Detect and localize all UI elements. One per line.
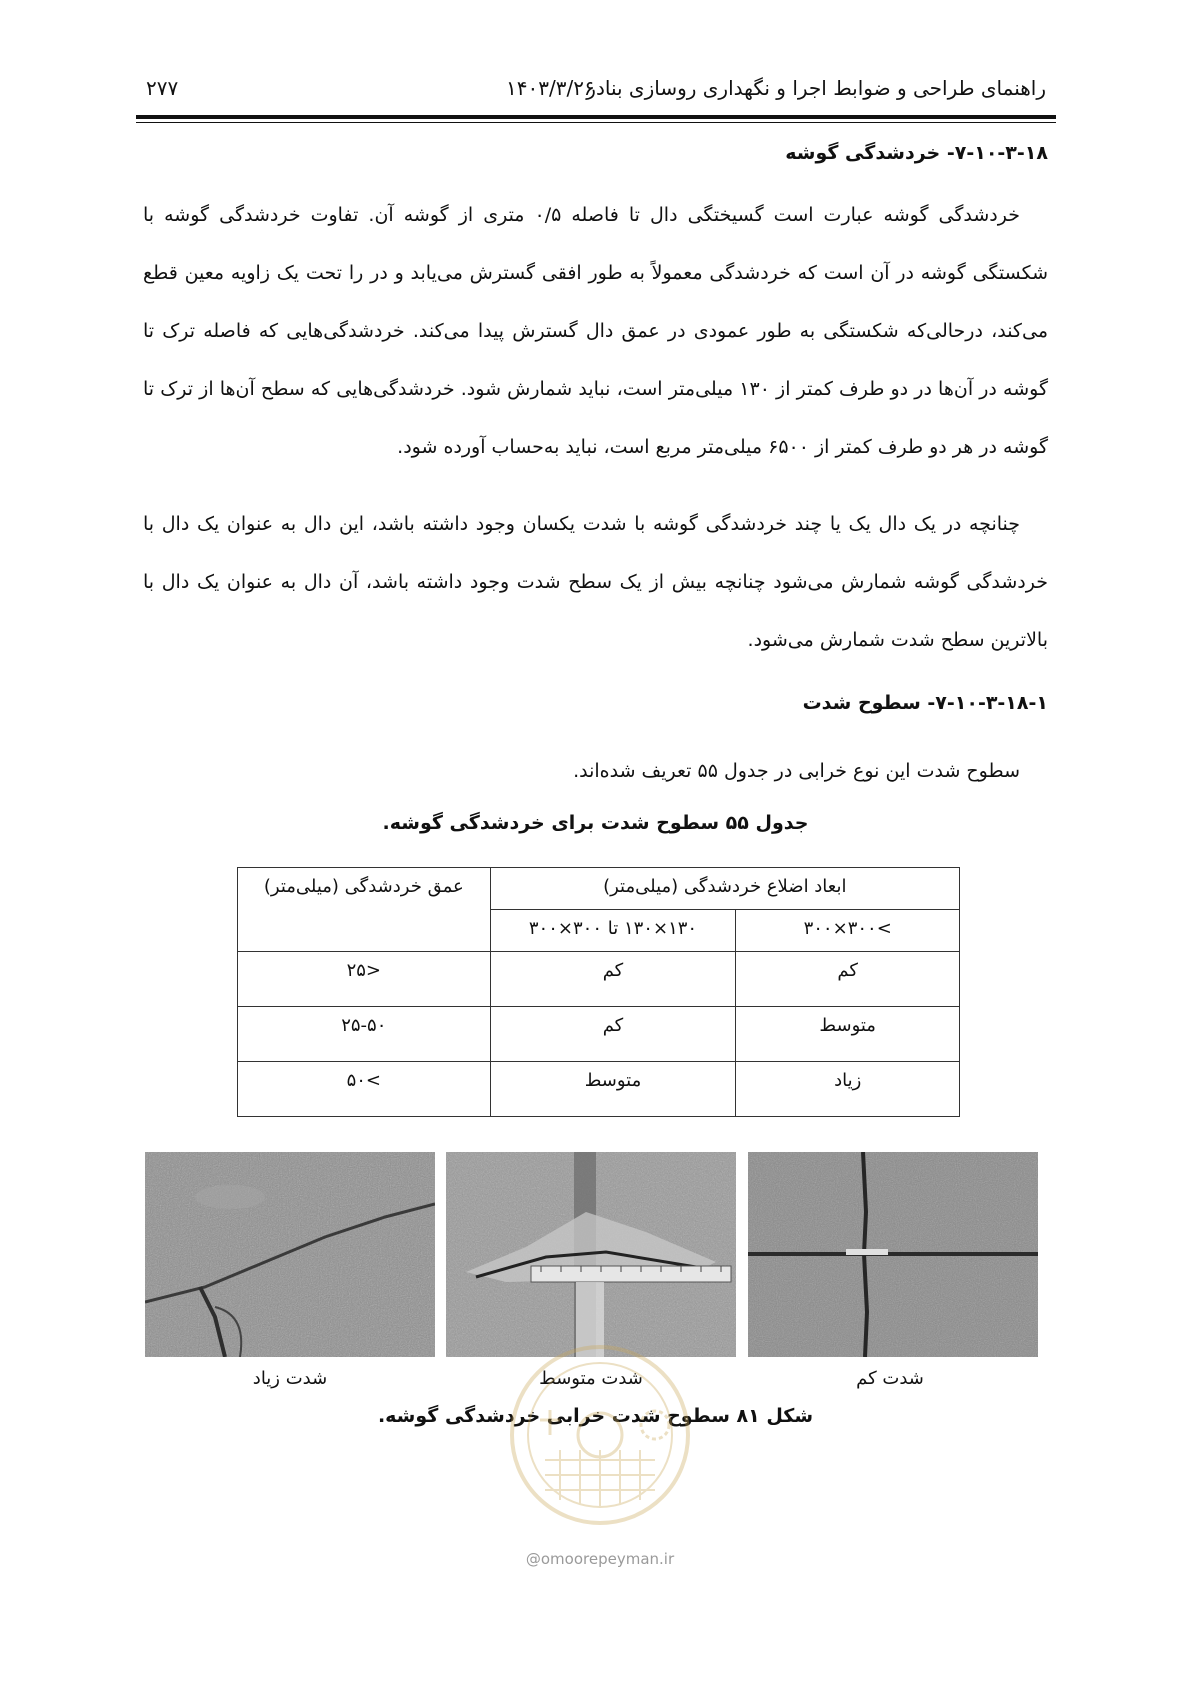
paragraph-2: چنانچه در یک دال یک یا چند خردشدگی گوشه با شدت یکسان وجود داشته باشد، این دال به عنوان یک دال با خردشدگی گوشه شمارش می‌شود چنانچه بیش از یک سطح شدت وجود داشته باشد، آن دال به عنوان یک دال با بالاترین سطح شدت شمارش می‌شود. <box>143 513 1048 651</box>
cell-depth: ۲۵-۵۰ <box>238 1007 491 1062</box>
cell-large: متوسط <box>736 1007 960 1062</box>
page-number: ۲۷۷ <box>146 76 179 100</box>
cell-medium: کم <box>490 952 736 1007</box>
photo-caption-high: شدت زیاد <box>252 1368 328 1389</box>
table-caption: جدول ۵۵ سطوح شدت برای خردشدگی گوشه. <box>382 812 809 834</box>
table-row <box>238 952 960 1007</box>
cell-medium: متوسط <box>490 1062 736 1117</box>
header-title: راهنمای طراحی و ضوابط اجرا و نگهداری روسازی بنادر <box>586 76 1046 100</box>
header-rule-thick <box>136 115 1056 119</box>
cell-large: کم <box>736 952 960 1007</box>
depth-header: عمق خردشدگی (میلی‌متر) <box>238 868 491 952</box>
section-heading: ۷-۱۰-۳-۱۸- خردشدگی گوشه <box>785 142 1048 164</box>
table-row <box>238 1062 960 1117</box>
photo-medium-severity <box>446 1152 736 1357</box>
photo-high-severity <box>145 1152 435 1357</box>
subsection-heading: ۷-۱۰-۳-۱۸-۱- سطوح شدت <box>802 692 1048 714</box>
paragraph-1: خردشدگی گوشه عبارت است گسیختگی دال تا فاصله ۰/۵ متری از گوشه آن. تفاوت خردشدگی گوشه با شکستگی گوشه در آن است که خردشدگی معمولاً به طور افقی گسترش می‌یابد و در را تحت یک زاویه معین قطع می‌کند، درحالی‌که شکستگی به طور عمودی در عمق دال گسترش پیدا می‌کند. خردشدگی‌هایی که فاصله ترک تا گوشه در آن‌ها در دو طرف کمتر از ۱۳۰ میلی‌متر است، نباید شمارش شود. خردشدگی‌هایی که سطح آن‌ها از ترک تا گوشه در هر دو طرف کمتر از ۶۵۰۰ میلی‌متر مربع است، نباید به‌حساب آورده شود. <box>143 204 1048 458</box>
paragraph-3: سطوح شدت این نوع خرابی در جدول ۵۵ تعریف شده‌اند. <box>573 760 1020 782</box>
photo-caption-medium: شدت متوسط <box>539 1368 643 1389</box>
cell-depth: >۵۰ <box>238 1062 491 1117</box>
figure-caption: شکل ۸۱ سطوح شدت خرابی خردشدگی گوشه. <box>377 1405 814 1427</box>
watermark-text: @omoorepeyman.ir <box>525 1550 675 1568</box>
table-row <box>238 1007 960 1062</box>
photo-low-severity <box>748 1152 1038 1357</box>
col-header-large: >۳۰۰×۳۰۰ <box>736 910 960 952</box>
header-rule-thin <box>136 122 1056 123</box>
cell-medium: کم <box>490 1007 736 1062</box>
table-header-row <box>238 868 960 910</box>
severity-table <box>237 867 960 1117</box>
photo-caption-low: شدت کم <box>856 1368 924 1389</box>
col-header-medium: ۱۳۰×۱۳۰ تا ۳۰۰×۳۰۰ <box>490 910 736 952</box>
page-header <box>146 76 1046 110</box>
watermark-seal-icon <box>505 1340 695 1530</box>
cell-large: زیاد <box>736 1062 960 1117</box>
header-date: ۱۴۰۳/۳/۲۶ <box>506 76 595 100</box>
dimension-group-header: ابعاد اضلاع خردشدگی (میلی‌متر) <box>490 868 959 910</box>
cell-depth: <۲۵ <box>238 952 491 1007</box>
